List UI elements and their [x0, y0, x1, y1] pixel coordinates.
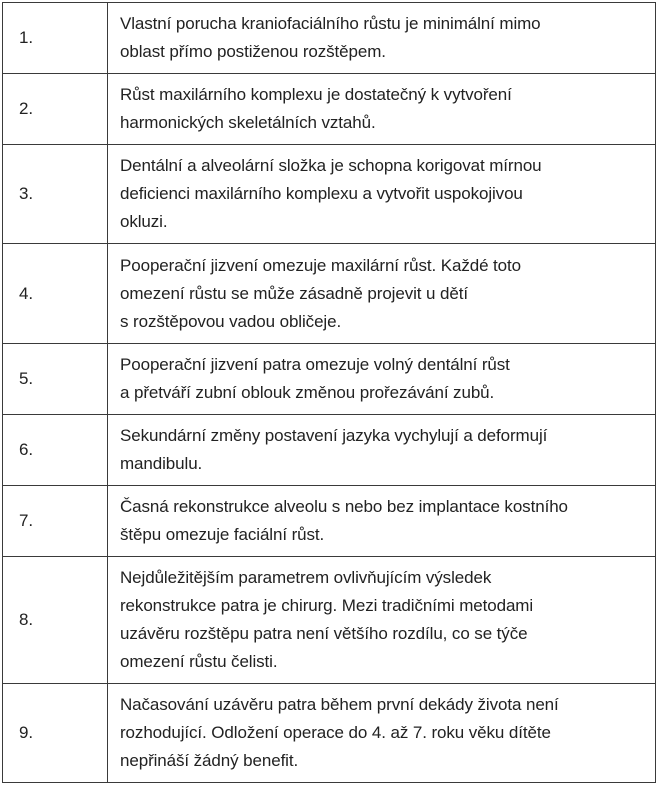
- text-line: mandibulu.: [120, 454, 203, 473]
- text-line: Dentální a alveolární složka je schopna korigovat mírnou: [120, 156, 542, 175]
- text-line: Načasování uzávěru patra během první dekády života není: [120, 695, 559, 714]
- row-text: [108, 145, 656, 244]
- text-line: Časná rekonstrukce alveolu s nebo bez implantace kostního: [120, 497, 568, 516]
- row-number: 1.: [3, 3, 108, 74]
- table-row: [3, 486, 656, 557]
- principles-table: [2, 2, 656, 783]
- table-row: [3, 344, 656, 415]
- text-line: oblast přímo postiženou rozštěpem.: [120, 42, 386, 61]
- row-number: 2.: [3, 74, 108, 145]
- table-row: [3, 145, 656, 244]
- table-row: [3, 684, 656, 783]
- row-text: [108, 557, 656, 684]
- row-text: [108, 415, 656, 486]
- text-line: nepřináší žádný benefit.: [120, 751, 299, 770]
- row-number: 4.: [3, 244, 108, 344]
- text-line: omezení růstu čelisti.: [120, 652, 278, 671]
- text-line: Růst maxilárního komplexu je dostatečný k vytvoření: [120, 85, 512, 104]
- text-line: a přetváří zubní oblouk změnou prořezávání zubů.: [120, 383, 495, 402]
- row-text: [108, 74, 656, 145]
- text-line: s rozštěpovou vadou obličeje.: [120, 311, 342, 331]
- table-row: [3, 74, 656, 145]
- text-line: deficienci maxilárního komplexu a vytvořit uspokojivou: [120, 184, 523, 203]
- text-line: Sekundární změny postavení jazyka vychylují a deformují: [120, 426, 548, 445]
- text-line: omezení růstu se může zásadně projevit u dětí: [120, 283, 468, 303]
- table-row: [3, 244, 656, 344]
- table-row: [3, 3, 656, 74]
- row-number: 5.: [3, 344, 108, 415]
- text-line: rekonstrukce patra je chirurg. Mezi tradičními metodami: [120, 596, 534, 615]
- text-line: Nejdůležitějším parametrem ovlivňujícím výsledek: [120, 568, 492, 587]
- text-line: uzávěru rozštěpu patra není většího rozdílu, co se týče: [120, 624, 528, 643]
- row-number: 9.: [3, 684, 108, 783]
- row-text: [108, 486, 656, 557]
- row-number: 7.: [3, 486, 108, 557]
- text-line: Pooperační jizvení omezuje maxilární růst. Každé toto: [120, 255, 522, 275]
- text-line: štěpu omezuje faciální růst.: [120, 525, 325, 544]
- row-number: 3.: [3, 145, 108, 244]
- row-text: [108, 344, 656, 415]
- row-text: [108, 3, 656, 74]
- row-number: 8.: [3, 557, 108, 684]
- row-text: [108, 244, 656, 344]
- text-line: rozhodující. Odložení operace do 4. až 7. roku věku dítěte: [120, 723, 551, 742]
- row-number: 6.: [3, 415, 108, 486]
- text-line: Pooperační jizvení patra omezuje volný dentální růst: [120, 355, 510, 374]
- text-line: Vlastní porucha kraniofaciálního růstu je minimální mimo: [120, 14, 541, 33]
- row-text: [108, 684, 656, 783]
- table-row: [3, 415, 656, 486]
- table-row: [3, 557, 656, 684]
- text-line: harmonických skeletálních vztahů.: [120, 113, 376, 132]
- text-line: okluzi.: [120, 212, 168, 231]
